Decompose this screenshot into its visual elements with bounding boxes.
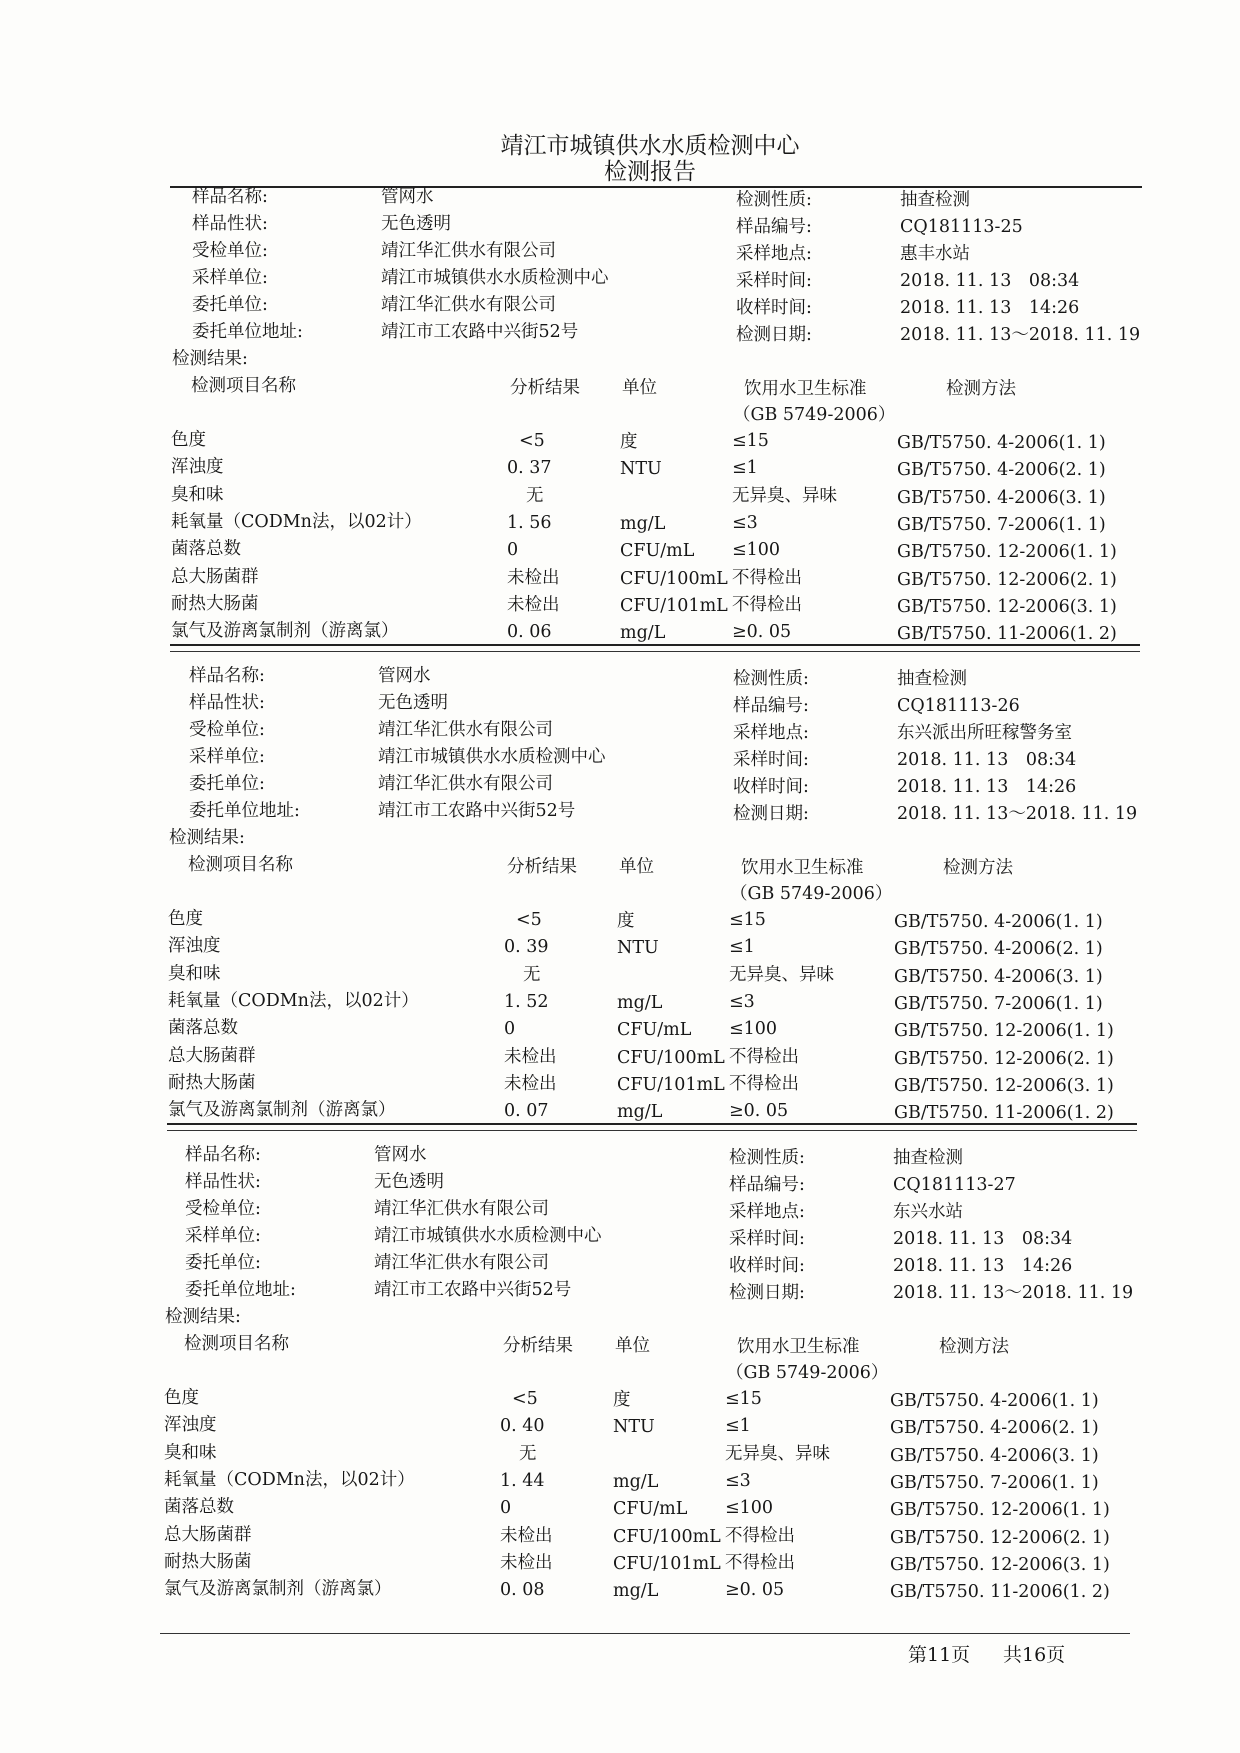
info-value: 抽查检测	[900, 190, 970, 210]
row-result-odor: 无	[526, 485, 544, 506]
row-standard-colony-count: ≤100	[725, 1498, 774, 1519]
row-method-odor: GB/T5750. 4-2006(3. 1)	[897, 487, 1106, 508]
row-result-thermo-coliform: 未检出	[504, 1073, 557, 1094]
row-unit-colony-count: CFU/mL	[613, 1499, 688, 1520]
info-label: 采样单位:	[185, 1226, 261, 1246]
row-result-colony-count: 0	[504, 1019, 516, 1040]
row-result-odor: 无	[523, 964, 541, 985]
column-header-standard-ref: （GB 5749-2006）	[733, 405, 896, 425]
info-label: 受检单位:	[192, 241, 268, 261]
info-value: 管网水	[378, 666, 431, 686]
row-unit-color: 度	[620, 432, 638, 452]
organization-title: 靖江市城镇供水水质检测中心	[500, 133, 800, 159]
row-item-color: 色度	[164, 1388, 199, 1408]
info-label: 受检单位:	[189, 720, 265, 740]
row-unit-colony-count: CFU/mL	[617, 1020, 692, 1041]
row-standard-oxygen-demand: ≤3	[729, 991, 755, 1012]
column-header-method: 检测方法	[943, 858, 1013, 878]
info-value: 靖江市城镇供水水质检测中心	[374, 1226, 602, 1246]
block-separator	[170, 651, 1140, 652]
row-unit-color: 度	[617, 911, 635, 931]
row-method-coliform: GB/T5750. 12-2006(2. 1)	[894, 1048, 1114, 1069]
column-header-standard: 饮用水卫生标准	[741, 858, 864, 878]
row-result-colony-count: 0	[500, 1498, 512, 1519]
row-result-oxygen-demand: 1. 52	[504, 991, 549, 1012]
info-value: 靖江华汇供水有限公司	[374, 1253, 549, 1273]
info-label: 采样单位:	[192, 268, 268, 288]
row-item-turbidity: 浑浊度	[164, 1415, 217, 1436]
info-label: 委托单位地址:	[192, 322, 303, 342]
info-value: 惠丰水站	[900, 244, 970, 264]
info-label: 委托单位:	[189, 774, 265, 794]
column-header-standard: 饮用水卫生标准	[744, 379, 867, 399]
info-value: 无色透明	[381, 214, 451, 234]
info-value: 抽查检测	[893, 1148, 963, 1168]
info-value: 无色透明	[374, 1172, 444, 1192]
row-standard-odor: 无异臭、异味	[729, 964, 834, 985]
info-value: 2018. 11. 13～2018. 11. 19	[893, 1283, 1134, 1303]
info-value: 无色透明	[378, 693, 448, 713]
info-value: 2018. 11. 13 08:34	[893, 1229, 1073, 1249]
info-label: 检测日期:	[733, 804, 809, 824]
column-header-standard: 饮用水卫生标准	[737, 1337, 860, 1357]
row-standard-free-chlorine: ≥0. 05	[729, 1101, 789, 1122]
column-header-standard-ref: （GB 5749-2006）	[730, 884, 893, 904]
row-result-free-chlorine: 0. 07	[504, 1101, 549, 1122]
row-result-thermo-coliform: 未检出	[507, 594, 560, 615]
info-label: 采样单位:	[189, 747, 265, 767]
row-method-odor: GB/T5750. 4-2006(3. 1)	[890, 1445, 1099, 1466]
row-method-oxygen-demand: GB/T5750. 7-2006(1. 1)	[894, 993, 1103, 1014]
info-label: 采样时间:	[729, 1229, 805, 1249]
row-method-free-chlorine: GB/T5750. 11-2006(1. 2)	[897, 624, 1117, 645]
row-item-color: 色度	[171, 430, 206, 450]
info-label: 采样地点:	[733, 723, 809, 743]
row-unit-turbidity: NTU	[617, 938, 659, 959]
row-unit-free-chlorine: mg/L	[613, 1581, 659, 1602]
info-label: 样品编号:	[736, 217, 812, 237]
row-unit-turbidity: NTU	[620, 459, 662, 480]
row-method-color: GB/T5750. 4-2006(1. 1)	[897, 433, 1106, 453]
info-value: 管网水	[381, 187, 434, 207]
info-label: 委托单位:	[192, 295, 268, 315]
row-method-colony-count: GB/T5750. 12-2006(1. 1)	[894, 1021, 1114, 1042]
info-label: 委托单位地址:	[185, 1280, 296, 1300]
row-item-coliform: 总大肠菌群	[164, 1524, 252, 1545]
row-method-free-chlorine: GB/T5750. 11-2006(1. 2)	[890, 1582, 1110, 1603]
info-label: 委托单位地址:	[189, 801, 300, 821]
page-number: 第11页	[908, 1644, 971, 1666]
row-item-colony-count: 菌落总数	[171, 539, 241, 560]
row-result-turbidity: 0. 37	[507, 458, 552, 479]
results-heading: 检测结果:	[172, 349, 248, 369]
column-header-result: 分析结果	[507, 857, 577, 877]
info-label: 样品编号:	[729, 1175, 805, 1195]
info-label: 检测日期:	[736, 325, 812, 345]
row-standard-coliform: 不得检出	[729, 1046, 799, 1067]
row-method-color: GB/T5750. 4-2006(1. 1)	[890, 1391, 1099, 1411]
row-result-turbidity: 0. 39	[504, 937, 549, 958]
info-label: 检测日期:	[729, 1283, 805, 1303]
row-unit-thermo-coliform: CFU/101mL	[613, 1553, 721, 1574]
row-standard-color: ≤15	[725, 1389, 762, 1409]
info-value: 2018. 11. 13 14:26	[900, 298, 1080, 318]
row-item-free-chlorine: 氯气及游离氯制剂（游离氯）	[168, 1100, 396, 1121]
row-standard-thermo-coliform: 不得检出	[729, 1073, 799, 1094]
info-value: CQ181113-27	[893, 1175, 1016, 1195]
row-item-coliform: 总大肠菌群	[168, 1045, 256, 1066]
info-label: 委托单位:	[185, 1253, 261, 1273]
info-value: 2018. 11. 13～2018. 11. 19	[900, 325, 1141, 345]
row-method-turbidity: GB/T5750. 4-2006(2. 1)	[890, 1418, 1099, 1439]
row-standard-coliform: 不得检出	[725, 1525, 795, 1546]
row-item-thermo-coliform: 耐热大肠菌	[171, 593, 259, 614]
row-standard-color: ≤15	[729, 910, 766, 930]
info-value: CQ181113-26	[897, 696, 1020, 716]
column-header-method: 检测方法	[946, 379, 1016, 399]
row-result-oxygen-demand: 1. 56	[507, 512, 552, 533]
row-method-turbidity: GB/T5750. 4-2006(2. 1)	[894, 939, 1103, 960]
info-label: 采样时间:	[736, 271, 812, 291]
row-method-thermo-coliform: GB/T5750. 12-2006(3. 1)	[894, 1075, 1114, 1096]
row-item-color: 色度	[168, 909, 203, 929]
row-result-coliform: 未检出	[504, 1046, 557, 1067]
page-total: 共16页	[1003, 1644, 1066, 1666]
row-unit-colony-count: CFU/mL	[620, 541, 695, 562]
info-label: 收样时间:	[733, 777, 809, 797]
row-item-odor: 臭和味	[171, 484, 224, 505]
row-result-turbidity: 0. 40	[500, 1416, 545, 1437]
info-label: 样品性状:	[189, 693, 265, 713]
column-header-unit: 单位	[622, 378, 657, 398]
row-unit-oxygen-demand: mg/L	[617, 992, 663, 1013]
footer-rule	[160, 1633, 1130, 1634]
info-value: 抽查检测	[897, 669, 967, 689]
column-header-unit: 单位	[619, 857, 654, 877]
row-item-colony-count: 菌落总数	[168, 1018, 238, 1039]
row-item-thermo-coliform: 耐热大肠菌	[164, 1551, 252, 1572]
info-label: 收样时间:	[729, 1256, 805, 1276]
row-unit-coliform: CFU/100mL	[620, 568, 728, 589]
row-unit-turbidity: NTU	[613, 1417, 655, 1438]
info-value: 靖江市工农路中兴街52号	[381, 322, 579, 342]
row-unit-free-chlorine: mg/L	[617, 1102, 663, 1123]
row-item-free-chlorine: 氯气及游离氯制剂（游离氯）	[171, 621, 399, 642]
info-value: 2018. 11. 13 14:26	[897, 777, 1077, 797]
row-standard-odor: 无异臭、异味	[725, 1443, 830, 1464]
row-unit-color: 度	[613, 1390, 631, 1410]
row-result-odor: 无	[519, 1443, 537, 1464]
row-standard-color: ≤15	[732, 431, 769, 451]
row-standard-odor: 无异臭、异味	[732, 485, 837, 506]
row-method-coliform: GB/T5750. 12-2006(2. 1)	[897, 569, 1117, 590]
row-result-coliform: 未检出	[507, 567, 560, 588]
info-label: 样品性状:	[185, 1172, 261, 1192]
block-separator	[167, 1123, 1137, 1125]
row-method-turbidity: GB/T5750. 4-2006(2. 1)	[897, 460, 1106, 481]
row-item-odor: 臭和味	[168, 963, 221, 984]
row-item-colony-count: 菌落总数	[164, 1497, 234, 1518]
row-unit-oxygen-demand: mg/L	[613, 1471, 659, 1492]
row-method-colony-count: GB/T5750. 12-2006(1. 1)	[897, 542, 1117, 563]
info-label: 检测性质:	[729, 1148, 805, 1168]
row-unit-oxygen-demand: mg/L	[620, 513, 666, 534]
info-value: 东兴派出所旺稼警务室	[897, 723, 1072, 743]
row-method-free-chlorine: GB/T5750. 11-2006(1. 2)	[894, 1103, 1114, 1124]
report-title: 检测报告	[604, 159, 696, 185]
row-method-colony-count: GB/T5750. 12-2006(1. 1)	[890, 1500, 1110, 1521]
column-header-standard-ref: （GB 5749-2006）	[726, 1363, 889, 1383]
info-label: 样品名称:	[192, 187, 268, 207]
sample-block	[0, 665, 1240, 1135]
row-method-color: GB/T5750. 4-2006(1. 1)	[894, 912, 1103, 932]
row-method-thermo-coliform: GB/T5750. 12-2006(3. 1)	[890, 1554, 1110, 1575]
column-header-unit: 单位	[615, 1336, 650, 1356]
info-value: 靖江市工农路中兴街52号	[378, 801, 576, 821]
column-header-item: 检测项目名称	[184, 1334, 289, 1354]
info-value: 2018. 11. 13 08:34	[900, 271, 1080, 291]
row-item-coliform: 总大肠菌群	[171, 566, 259, 587]
row-standard-turbidity: ≤1	[729, 937, 755, 958]
info-value: 靖江华汇供水有限公司	[378, 774, 553, 794]
block-separator	[170, 644, 1140, 646]
info-label: 检测性质:	[733, 669, 809, 689]
row-result-coliform: 未检出	[500, 1525, 553, 1546]
column-header-result: 分析结果	[510, 378, 580, 398]
row-method-thermo-coliform: GB/T5750. 12-2006(3. 1)	[897, 596, 1117, 617]
row-unit-thermo-coliform: CFU/101mL	[617, 1074, 725, 1095]
info-value: CQ181113-25	[900, 217, 1023, 237]
row-standard-oxygen-demand: ≤3	[725, 1470, 751, 1491]
info-label: 样品性状:	[192, 214, 268, 234]
row-standard-coliform: 不得检出	[732, 567, 802, 588]
info-value: 靖江华汇供水有限公司	[381, 295, 556, 315]
block-separator	[167, 1130, 1137, 1131]
row-standard-colony-count: ≤100	[729, 1019, 778, 1040]
sample-block	[0, 1144, 1240, 1614]
sample-block	[0, 186, 1240, 656]
row-standard-thermo-coliform: 不得检出	[725, 1552, 795, 1573]
info-label: 采样地点:	[736, 244, 812, 264]
info-label: 采样时间:	[733, 750, 809, 770]
info-value: 管网水	[374, 1145, 427, 1165]
row-item-turbidity: 浑浊度	[168, 936, 221, 957]
info-value: 靖江市工农路中兴街52号	[374, 1280, 572, 1300]
info-value: 靖江华汇供水有限公司	[378, 720, 553, 740]
info-value: 靖江市城镇供水水质检测中心	[381, 268, 609, 288]
row-result-oxygen-demand: 1. 44	[500, 1470, 545, 1491]
info-value: 靖江华汇供水有限公司	[381, 241, 556, 261]
row-result-free-chlorine: 0. 06	[507, 622, 552, 643]
row-unit-coliform: CFU/100mL	[617, 1047, 725, 1068]
row-standard-colony-count: ≤100	[732, 540, 781, 561]
column-header-result: 分析结果	[503, 1336, 573, 1356]
info-value: 2018. 11. 13～2018. 11. 19	[897, 804, 1138, 824]
info-label: 采样地点:	[729, 1202, 805, 1222]
row-standard-turbidity: ≤1	[725, 1416, 751, 1437]
column-header-item: 检测项目名称	[191, 376, 296, 396]
row-method-oxygen-demand: GB/T5750. 7-2006(1. 1)	[890, 1472, 1099, 1493]
row-standard-free-chlorine: ≥0. 05	[725, 1580, 785, 1601]
info-label: 样品名称:	[185, 1145, 261, 1165]
info-value: 东兴水站	[893, 1202, 963, 1222]
row-standard-free-chlorine: ≥0. 05	[732, 622, 792, 643]
row-result-color: <5	[519, 431, 545, 451]
row-item-free-chlorine: 氯气及游离氯制剂（游离氯）	[164, 1579, 392, 1600]
info-label: 样品编号:	[733, 696, 809, 716]
info-label: 收样时间:	[736, 298, 812, 318]
row-item-turbidity: 浑浊度	[171, 457, 224, 478]
info-label: 受检单位:	[185, 1199, 261, 1219]
row-unit-free-chlorine: mg/L	[620, 623, 666, 644]
info-value: 靖江市城镇供水水质检测中心	[378, 747, 606, 767]
row-method-odor: GB/T5750. 4-2006(3. 1)	[894, 966, 1103, 987]
results-heading: 检测结果:	[169, 828, 245, 848]
column-header-item: 检测项目名称	[188, 855, 293, 875]
row-item-oxygen-demand: 耗氧量（CODMn法，以02计）	[171, 511, 422, 532]
row-item-thermo-coliform: 耐热大肠菌	[168, 1072, 256, 1093]
results-heading: 检测结果:	[165, 1307, 241, 1327]
row-unit-coliform: CFU/100mL	[613, 1526, 721, 1547]
row-result-color: <5	[512, 1389, 538, 1409]
row-standard-turbidity: ≤1	[732, 458, 758, 479]
column-header-method: 检测方法	[939, 1337, 1009, 1357]
row-standard-thermo-coliform: 不得检出	[732, 594, 802, 615]
row-standard-oxygen-demand: ≤3	[732, 512, 758, 533]
row-item-oxygen-demand: 耗氧量（CODMn法，以02计）	[168, 990, 419, 1011]
info-label: 检测性质:	[736, 190, 812, 210]
row-item-oxygen-demand: 耗氧量（CODMn法，以02计）	[164, 1469, 415, 1490]
info-value: 2018. 11. 13 14:26	[893, 1256, 1073, 1276]
row-result-free-chlorine: 0. 08	[500, 1580, 545, 1601]
row-result-color: <5	[516, 910, 542, 930]
row-result-thermo-coliform: 未检出	[500, 1552, 553, 1573]
info-value: 靖江华汇供水有限公司	[374, 1199, 549, 1219]
row-item-odor: 臭和味	[164, 1442, 217, 1463]
row-method-coliform: GB/T5750. 12-2006(2. 1)	[890, 1527, 1110, 1548]
row-result-colony-count: 0	[507, 540, 519, 561]
info-value: 2018. 11. 13 08:34	[897, 750, 1077, 770]
row-unit-thermo-coliform: CFU/101mL	[620, 595, 728, 616]
info-label: 样品名称:	[189, 666, 265, 686]
row-method-oxygen-demand: GB/T5750. 7-2006(1. 1)	[897, 514, 1106, 535]
